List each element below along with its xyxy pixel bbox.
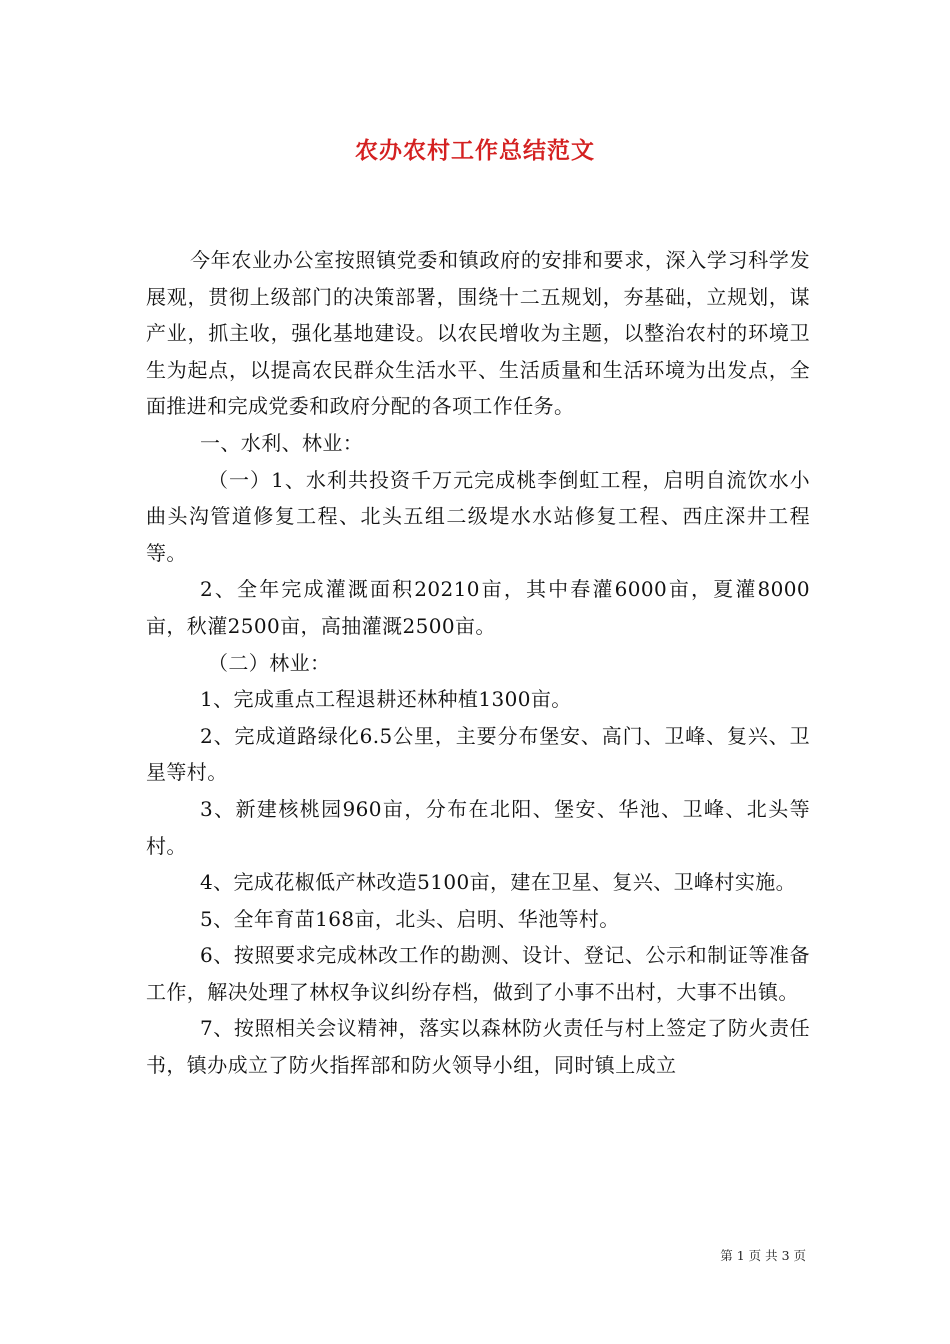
water-item-1: （一）1、水利共投资千万元完成桃李倒虹工程，启明自流饮水小曲头沟管道修复工程、北头五组二级堤水水站修复工程、西庄深井工程等。 — [146, 467, 810, 565]
subsection-heading-forestry: （二）林业： — [208, 650, 331, 675]
forestry-item-4: 4、完成花椒低产林改造5100亩，建在卫星、复兴、卫峰村实施。 — [200, 870, 797, 895]
forestry-item-3: 3、新建核桃园960亩，分布在北阳、堡安、华池、卫峰、北头等村。 — [146, 796, 810, 858]
forestry-item-5: 5、全年育苗168亩，北头、启明、华池等村。 — [200, 906, 620, 931]
intro-paragraph: 今年农业办公室按照镇党委和镇政府的安排和要求，深入学习科学发展观，贯彻上级部门的决策部署，围绕十二五规划，夯基础，立规划，谋产业，抓主收，强化基地建设。以农民增收为主题，以整治农村的环境卫生为起点，以提高农民群众生活水平、生活质量和生活环境为出发点，全面推进和完成党委和政府分配的各项工作任务。 — [146, 248, 810, 419]
forestry-item-2: 2、完成道路绿化6.5公里，主要分布堡安、高门、卫峰、复兴、卫星等村。 — [146, 723, 810, 785]
page-number-footer: 第 1 页 共 3 页 — [720, 1248, 806, 1263]
document-title: 农办农村工作总结范文 — [355, 137, 595, 164]
forestry-item-6: 6、按照要求完成林改工作的勘测、设计、登记、公示和制证等准备工作，解决处理了林权争议纠纷存档，做到了小事不出村，大事不出镇。 — [146, 943, 810, 1004]
forestry-item-7: 7、按照相关会议精神，落实以森林防火责任与村上签定了防火责任书，镇办成立了防火指挥部和防火领导小组，同时镇上成立 — [146, 1016, 810, 1078]
section-heading-water-forestry: 一、水利、林业： — [200, 430, 364, 455]
document-body — [146, 242, 810, 1084]
forestry-item-1: 1、完成重点工程退耕还林种植1300亩。 — [200, 687, 572, 712]
water-item-2: 2、全年完成灌溉面积20210亩，其中春灌6000亩，夏灌8000亩，秋灌2500亩，高抽灌溉2500亩。 — [146, 577, 810, 638]
